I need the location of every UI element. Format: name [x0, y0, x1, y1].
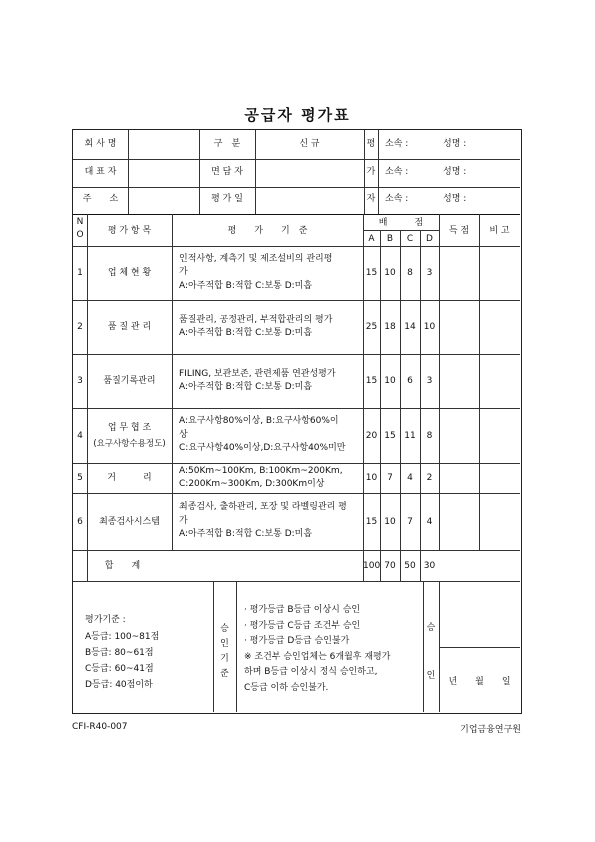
item-header: 평 가 항 목 [107, 226, 152, 236]
row-item: 업 체 현 황 [107, 268, 152, 278]
row-item: 품질기록관리 [103, 376, 156, 386]
row-score: 20 [365, 430, 378, 441]
form-title: 공급자 평가표 [244, 106, 351, 124]
type-label: 구 분 [213, 139, 241, 149]
no-header: O [76, 230, 84, 240]
row-score: 4 [426, 516, 433, 527]
row-number: 4 [77, 430, 83, 441]
row-score: 10 [384, 516, 396, 527]
grid-line [73, 463, 520, 464]
address-label: 주 소 [82, 194, 119, 204]
grade-line: A등급: 100~81점 [85, 632, 160, 642]
grid-line [439, 647, 520, 648]
grid-line [73, 214, 520, 215]
affiliation-label: 소속 : [385, 194, 409, 204]
grid-line [439, 214, 440, 550]
grade-header: B [386, 234, 394, 244]
row-score: 25 [365, 322, 378, 332]
no-header: N [76, 217, 84, 227]
row-item: (요구사항수용정도) [93, 438, 166, 449]
name-label: 성명 : [443, 194, 467, 204]
row-item: 업 무 협 조 [107, 422, 152, 433]
approval-criteria-char: 인 [220, 639, 229, 649]
row-score: 15 [365, 516, 378, 527]
row-criteria: A:아주적합 B:적합 C:보통 D:미흡 [179, 529, 313, 540]
row-score: 3 [426, 376, 433, 386]
total-score: 70 [384, 561, 396, 571]
gain-header: 득 점 [448, 226, 470, 236]
name-label: 성명 : [443, 167, 467, 177]
grid-line [380, 230, 381, 581]
representative-label: 대 표 자 [84, 167, 117, 177]
grid-line [73, 408, 520, 409]
criteria-header: 평 가 기 준 [227, 226, 308, 236]
approval-criteria-char: 승 [220, 624, 229, 634]
row-score: 7 [387, 473, 393, 483]
evaluation-form [72, 129, 522, 714]
grid-line [73, 300, 520, 301]
approval-line: ※ 조건부 승인업체는 6개월후 재평가 [244, 651, 391, 662]
row-score: 15 [365, 376, 378, 386]
approval-criteria-char: 기 [220, 654, 229, 664]
grid-line [236, 581, 237, 712]
total-score: 100 [363, 561, 381, 571]
grade-line: D등급: 40점이하 [85, 680, 153, 690]
row-criteria: A:50Km~100Km, B:100Km~200Km, [179, 465, 343, 476]
approval-side-char: 인 [426, 671, 436, 681]
row-score: 4 [407, 473, 413, 483]
approval-line: C등급 이하 승인불가. [244, 682, 329, 693]
row-criteria: A:아주적합 B:적합 C:보통 D:미흡 [179, 280, 313, 291]
grid-line [479, 214, 480, 550]
grid-line [73, 187, 520, 188]
approval-date: 년 월 일 [448, 677, 511, 687]
row-criteria: 인적사항, 계측기 및 제조설비의 관리평 [179, 253, 333, 264]
total-label: 합 계 [104, 561, 141, 571]
name-label: 성명 : [443, 139, 467, 149]
grid-line [73, 550, 520, 551]
row-score: 8 [407, 268, 413, 278]
row-number: 2 [77, 322, 83, 332]
row-score: 14 [404, 322, 416, 332]
type-value: 신 규 [299, 139, 320, 149]
grid-line [363, 230, 439, 231]
grade-header: D [426, 234, 433, 244]
evaluator-side-char: 평 [366, 139, 376, 149]
grid-line [73, 354, 520, 355]
row-criteria: 상 [179, 429, 188, 440]
grid-line [378, 130, 379, 214]
row-criteria: C:200Km~300Km, D:300Km이상 [179, 479, 325, 489]
grid-line [73, 581, 520, 582]
row-number: 1 [77, 268, 83, 278]
row-number: 3 [77, 376, 83, 386]
form-code: CFI-R40-007 [72, 722, 128, 732]
row-score: 18 [384, 322, 396, 332]
total-score: 50 [404, 561, 416, 571]
approval-side-char: 승 [426, 623, 436, 633]
grid-line [128, 130, 129, 214]
grid-line [73, 493, 520, 494]
row-item: 최종검사시스템 [99, 516, 160, 527]
remark-header: 비 고 [489, 226, 510, 236]
row-score: 10 [423, 322, 436, 332]
affiliation-label: 소속 : [385, 167, 409, 177]
row-criteria: 가 [179, 515, 188, 526]
row-number: 6 [77, 516, 83, 527]
row-score: 7 [407, 516, 413, 527]
grade-line: C등급: 60~41점 [85, 664, 154, 674]
company-label: 회 사 명 [84, 139, 117, 149]
grade-header: C [406, 234, 414, 244]
grid-line [73, 246, 520, 247]
row-score: 15 [384, 430, 396, 441]
affiliation-label: 소속 : [385, 139, 409, 149]
grid-line [420, 230, 421, 581]
grid-line [400, 230, 401, 581]
eval-date-label: 평 가 일 [211, 194, 243, 204]
row-criteria: A:아주적합 B:적합 C:보통 D:미흡 [179, 328, 313, 338]
approval-criteria-char: 준 [220, 669, 229, 679]
approval-line: · 평가등급 D등급 승인불가 [244, 636, 350, 646]
row-item: 거 리 [107, 473, 152, 483]
row-criteria: 가 [179, 267, 188, 278]
row-number: 5 [77, 473, 83, 483]
score-header: 배 점 [378, 218, 424, 228]
row-criteria: C:요구사항40%이상,D:요구사항40%미만 [179, 443, 346, 454]
row-score: 10 [384, 268, 396, 278]
evaluator-side-char: 가 [366, 167, 376, 177]
grade-line: B등급: 80~61점 [85, 648, 154, 658]
row-criteria: A:요구사항80%이상, B:요구사항60%이 [179, 416, 339, 427]
interviewer-label: 면 담 자 [211, 167, 243, 177]
row-criteria: 최종검사, 출하관리, 포장 및 라벨링관리 평 [179, 502, 347, 513]
row-score: 8 [426, 430, 433, 441]
row-criteria: A:아주적합 B:적합 C:보통 D:미흡 [179, 382, 313, 392]
total-score: 30 [423, 561, 436, 571]
row-score: 3 [426, 268, 433, 278]
row-item: 품 질 관 리 [107, 322, 152, 332]
row-criteria: FILING, 보관보존, 관련제품 연관성평가 [179, 368, 336, 379]
approval-line: 하며 B등급 이상시 정식 승인하고, [244, 667, 378, 677]
grid-line [172, 214, 173, 550]
grid-line [423, 581, 424, 712]
publisher: 기업금융연구원 [460, 725, 521, 735]
row-score: 15 [365, 268, 378, 278]
row-score: 2 [426, 473, 433, 483]
row-score: 10 [384, 376, 396, 386]
approval-line: · 평가등급 B등급 이상시 승인 [244, 605, 361, 615]
grade-header: A [368, 234, 375, 244]
evaluator-side-char: 자 [366, 194, 376, 204]
row-score: 10 [365, 473, 378, 483]
approval-line: · 평가등급 C등급 조건부 승인 [244, 620, 361, 631]
row-score: 11 [404, 430, 416, 441]
row-criteria: 품질관리, 공정관리, 부적합관리의 평가 [179, 314, 333, 325]
criteria-title: 평가기준 : [85, 615, 126, 625]
grid-line [73, 159, 520, 160]
row-score: 6 [407, 376, 413, 386]
